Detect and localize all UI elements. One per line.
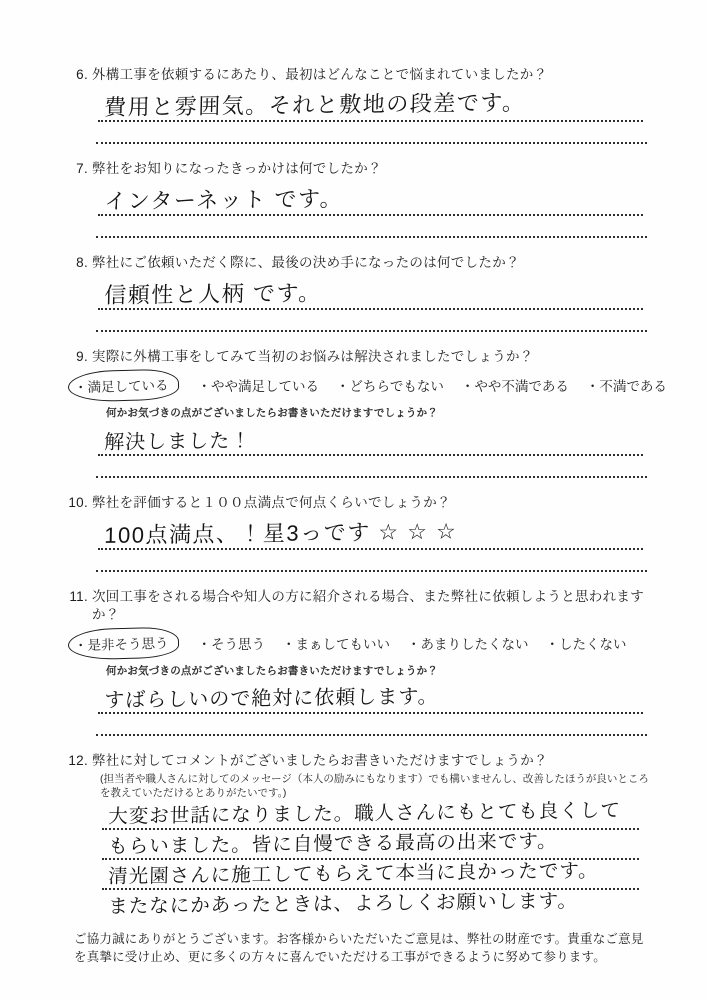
question-11-text: 次回工事をされる場合や知人の方に紹介される場合、また弊社に依頼しようと思われますか？: [92, 589, 644, 622]
question-9-title: [66, 348, 649, 366]
question-11-title: [66, 588, 649, 624]
question-9-number: 9.: [76, 349, 88, 364]
question-11: [66, 588, 649, 736]
question-10-text: 弊社を評価すると１００点満点で何点くらいでしょうか？: [92, 495, 451, 510]
question-10-handwritten-answer: 100点満点、！星3っです ☆ ☆ ☆: [103, 518, 458, 548]
question-11-option-4: ・あまりしたくない: [407, 637, 529, 652]
question-12-handwritten-line-1: 大変お世話になりました。職人さんにもとても良くして: [108, 799, 621, 828]
question-11-option-3: ・まぁしてもいい: [282, 637, 390, 652]
question-10: [66, 494, 649, 572]
question-12-title: [66, 752, 649, 770]
question-8: [66, 254, 649, 332]
question-7-text: 弊社をお知りになったきっかけは何でしたか？: [92, 161, 382, 176]
question-7-title: [66, 160, 649, 178]
question-7-number: 7.: [76, 161, 88, 176]
question-8-number: 8.: [76, 255, 88, 270]
question-6-blank-line: [96, 142, 647, 144]
question-7: [66, 160, 649, 238]
question-6-answer-line: [98, 84, 643, 122]
thank-you-footer: ご協力誠にありがとうございます。お客様からいただいたご意見は、弊社の財産です。貴重なご意見を真摯に受け止め、更に多くの方々に喜んでいただける工事ができるように努めて参ります。: [74, 932, 644, 965]
question-10-title: [66, 494, 649, 512]
question-9-option-selected-circle: ・満足している: [68, 369, 179, 403]
question-11-handwritten-answer: すばらしいので絶対に依頼します。: [103, 685, 439, 712]
question-11-number: 11.: [69, 589, 88, 604]
question-8-title: [66, 254, 649, 272]
question-9-option-2: ・やや満足している: [197, 379, 319, 394]
question-9-options-row: [70, 374, 667, 396]
question-6-text: 外構工事を依頼するにあたり、最初はどんなことで悩まれていましたか？: [92, 67, 548, 82]
question-11-option-5: ・したくない: [545, 637, 627, 652]
question-12-handwritten-line-4: またなにかあったときは、よろしくお願いします。: [108, 890, 579, 918]
question-12-number: 12.: [68, 753, 88, 768]
question-6: [66, 66, 649, 144]
question-11-option-2: ・そう思う: [197, 637, 265, 652]
question-7-handwritten-answer: インターネット です。: [103, 185, 344, 214]
question-6-title: [66, 66, 649, 84]
question-7-blank-line: [96, 236, 647, 238]
question-11-options-row: [70, 632, 649, 654]
question-11-blank-line: [96, 734, 647, 736]
question-11-answer-line: [98, 678, 643, 714]
question-9-answer-line: [98, 420, 643, 456]
question-9-handwritten-answer: 解決しました！: [103, 430, 252, 454]
question-12-comment-line-2: [102, 830, 639, 860]
question-10-answer-line: [98, 512, 643, 550]
question-9-option-5: ・不満である: [585, 379, 667, 394]
question-12: [66, 752, 649, 918]
question-12-comment-line-3: [102, 860, 639, 890]
question-8-answer-line: [98, 272, 643, 310]
question-10-number: 10.: [68, 495, 88, 510]
question-10-blank-line: [96, 570, 647, 572]
question-8-handwritten-answer: 信頼性と人柄 です。: [103, 280, 322, 308]
question-12-comment-line-1: [102, 800, 639, 830]
question-8-text: 弊社にご依頼いただく際に、最後の決め手になったのは何でしたか？: [92, 255, 520, 270]
question-6-number: 6.: [76, 67, 88, 82]
question-12-handwritten-line-2: もらいました。皆に自慢できる最高の出来です。: [108, 830, 558, 858]
question-9-option-3: ・どちらでもない: [336, 379, 444, 394]
question-12-handwritten-line-3: 清光園さんに施工してもらえて本当に良かったです。: [108, 859, 599, 888]
question-11-option-selected-circle: ・是非そう思う: [68, 627, 179, 661]
question-9-followup-prompt: 何かお気づきの点がございましたらお書きいただけますでしょうか？: [106, 407, 439, 419]
question-9: [66, 348, 667, 478]
question-12-note: (担当者や職人さんに対してのメッセージ（本人の励みにもなります）でも構いませんし、改善したほうが良いところを教えていただけるとありがたいです。): [100, 773, 649, 800]
question-6-handwritten-answer: 費用と雰囲気。それと敷地の段差です。: [103, 89, 526, 120]
question-9-blank-line: [96, 476, 647, 478]
question-12-text: 弊社に対してコメントがございましたらお書きいただけますでしょうか？: [92, 753, 548, 768]
question-9-option-4: ・やや不満である: [460, 379, 569, 394]
question-11-followup-prompt: 何かお気づきの点がございましたらお書きいただけますでしょうか？: [106, 665, 439, 677]
question-9-text: 実際に外構工事をしてみて当初のお悩みは解決されましたでしょうか？: [92, 349, 534, 364]
question-12-comment-line-4: [102, 890, 639, 918]
question-8-blank-line: [96, 330, 647, 332]
question-7-answer-line: [98, 178, 643, 216]
